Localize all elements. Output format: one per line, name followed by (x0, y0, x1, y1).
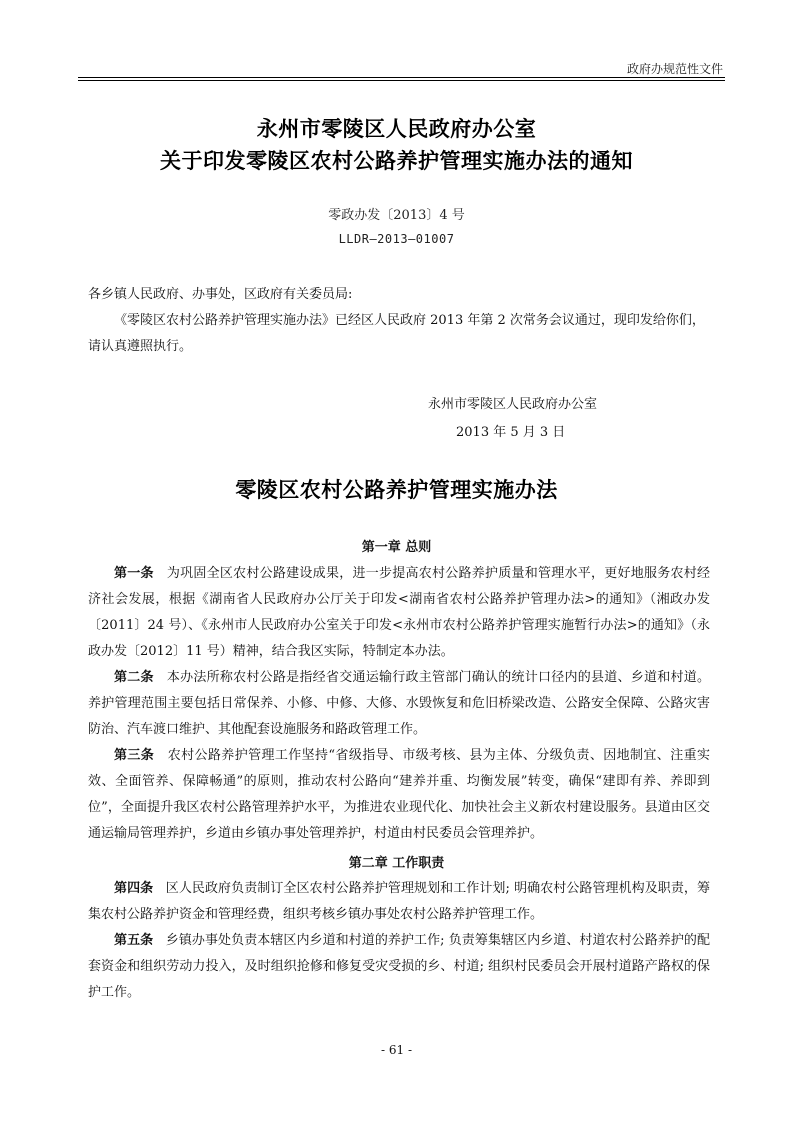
article-1 (88, 561, 710, 665)
salutation: 各乡镇人民政府、办事处，区政府有关委员局: (88, 287, 353, 302)
chapter-1-heading: 第一章 总则 (361, 540, 432, 555)
notice-title-line1: 永州市零陵区人民政府办公室 (256, 116, 537, 141)
article-3-label: 第三条 (114, 748, 155, 763)
sign-date: 2013 年 5 月 3 日 (456, 425, 566, 440)
article-1-label: 第一条 (114, 566, 154, 581)
doc-number: 零政办发〔2013〕4 号 (328, 208, 465, 223)
page-number: - 61 - (380, 1043, 412, 1057)
signer: 永州市零陵区人民政府办公室 (428, 397, 598, 412)
article-2-text: 本办法所称农村公路是指经省交通运输行政主管部门确认的统计口径内的县道、乡道和村道。养护管理范围主要包括日常保养、小修、中修、大修、水毁恢复和危旧桥梁改造、公路安全保障、公路灾害防治、汽车渡口维护、其他配套设施服务和路政管理工作。 (88, 670, 710, 737)
measures-title: 零陵区农村公路养护管理实施办法 (235, 477, 558, 502)
registration-number: LLDR—2013—01007 (338, 232, 455, 246)
notice-body-line1: 《零陵区农村公路养护管理实施办法》已经区人民政府 2013 年第 2 次常务会议通过，现印发给你们， (114, 313, 705, 328)
article-4-text: 区人民政府负责制订全区农村公路养护管理规划和工作计划; 明确农村公路管理机构及职责，筹集农村公路养护资金和管理经费，组织考核乡镇办事处农村公路养护管理工作。 (88, 881, 710, 922)
chapter-2-heading: 第二章 工作职责 (348, 856, 445, 871)
chapter-2-body (88, 876, 710, 1006)
header-label: 政府办规范性文件 (626, 62, 723, 76)
notice-body-line2: 请认真遵照执行。 (88, 339, 193, 354)
chapter-1-body (88, 561, 710, 847)
article-3-text: 农村公路养护管理工作坚持“省级指导、市级考核、县为主体、分级负责、因地制宜、注重实效、全面管养、保障畅通”的原则，推动农村公路向“建养并重、均衡发展”转变，确保“建即有养、养即到位”，全面提升我区农村公路管理养护水平，为推进农业现代化、加快社会主义新农村建设服务。县道由区交通运输局管理养护，乡道由乡镇办事处管理养护，村道由村民委员会管理养护。 (88, 748, 710, 841)
header-rule (78, 77, 725, 81)
article-5-text: 乡镇办事处负责本辖区内乡道和村道的养护工作; 负责筹集辖区内乡道、村道农村公路养护的配套资金和组织劳动力投入，及时组织抢修和修复受灾受损的乡、村道; 组织村民委员会开展村道路产路权的保护工作。 (88, 933, 710, 1000)
article-1-text: 为巩固全区农村公路建设成果，进一步提高农村公路养护质量和管理水平，更好地服务农村经济社会发展，根据《湖南省人民政府办公厅关于印发<湖南省农村公路养护管理办法>的通知》（湘政办发〔2011〕24 号）、《永州市人民政府办公室关于印发<永州市农村公路养护管理实施暂行办法>的通知》（永政办发〔2012〕11 号）精神，结合我区实际，特制定本办法。 (88, 566, 710, 659)
article-3 (88, 743, 710, 847)
notice-body (88, 282, 710, 360)
article-5-label: 第五条 (114, 933, 154, 948)
article-2-label: 第二条 (114, 670, 154, 685)
article-4 (88, 876, 710, 928)
article-5 (88, 928, 710, 1006)
article-2 (88, 665, 710, 743)
notice-title-line2: 关于印发零陵区农村公路养护管理实施办法的通知 (160, 148, 633, 173)
article-4-label: 第四条 (114, 881, 154, 896)
